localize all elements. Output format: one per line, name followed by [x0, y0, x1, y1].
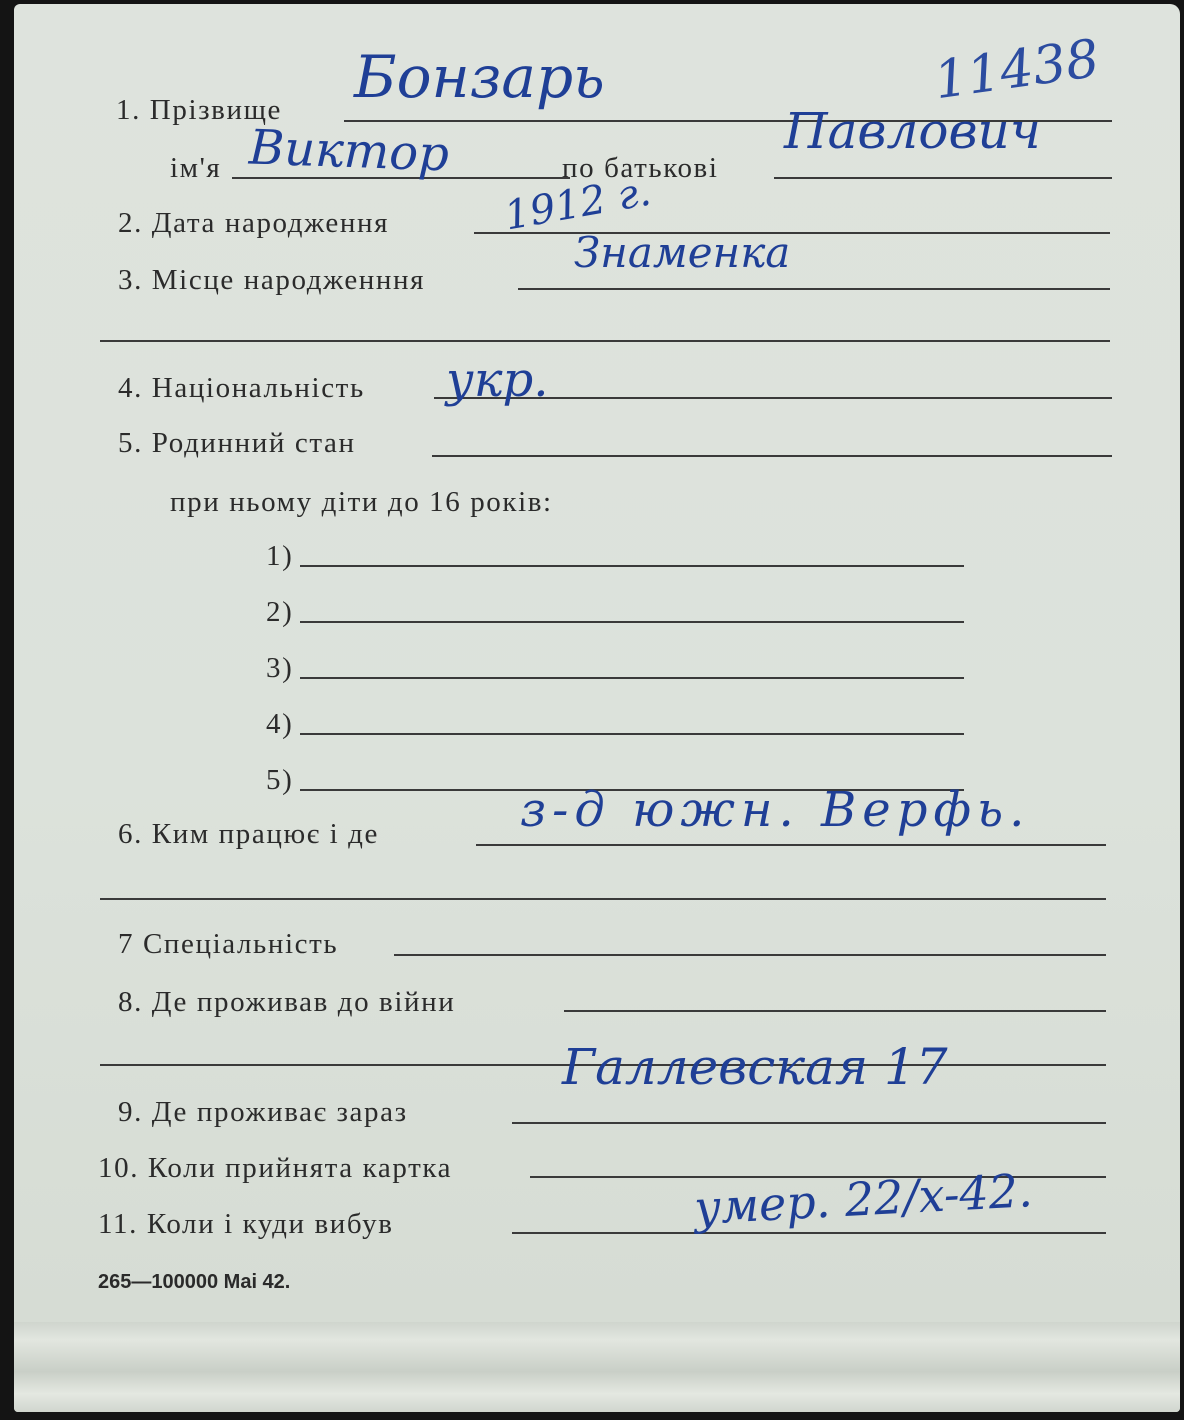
nationality-label: 4. Національність — [118, 372, 365, 404]
birth-place-line-2 — [100, 340, 1110, 342]
patronymic-label: по батькові — [562, 152, 719, 184]
current-line — [512, 1122, 1106, 1124]
marital-line — [432, 455, 1112, 457]
departed-label: 11. Коли і куди вибув — [98, 1208, 394, 1240]
specialty-line — [394, 954, 1106, 956]
patronymic-line — [774, 177, 1112, 179]
work-label: 6. Ким працює і де — [118, 818, 379, 850]
name-value: Виктор — [248, 119, 450, 183]
child-item-4: 4) — [266, 708, 294, 740]
surname-value: Бонзарь — [354, 43, 605, 111]
accepted-label: 10. Коли прийнята картка — [98, 1152, 453, 1184]
birth-place-line — [518, 288, 1110, 290]
departed-line — [512, 1232, 1106, 1234]
child-item-3: 3) — [266, 652, 294, 684]
children-label: при ньому діти до 16 років: — [170, 486, 553, 518]
page-curl — [14, 1322, 1180, 1412]
birth-place-value: Знаменка — [574, 228, 791, 277]
work-line — [476, 844, 1106, 846]
name-label: ім'я — [170, 152, 222, 184]
child-line-4 — [300, 733, 964, 735]
departed-value: умер. 22/x-42. — [692, 1163, 1034, 1235]
birth-place-label: 3. Місце народженння — [118, 264, 426, 296]
birth-date-label: 2. Дата народження — [118, 207, 390, 239]
work-line-2 — [100, 898, 1106, 900]
card-number: 11438 — [930, 28, 1103, 112]
birth-date-value: 1912 г. — [501, 168, 655, 240]
prewar-label: 8. Де проживав до війни — [118, 986, 456, 1018]
work-value: з-д южн. Верфь. — [520, 782, 1031, 838]
current-value: Галлевская 17 — [562, 1038, 948, 1096]
child-line-2 — [300, 621, 964, 623]
current-label: 9. Де проживає зараз — [118, 1096, 408, 1128]
surname-label: 1. Прізвище — [116, 94, 282, 126]
print-footer: 265—100000 Mai 42. — [98, 1271, 291, 1293]
registration-card — [14, 4, 1180, 1412]
child-line-3 — [300, 677, 964, 679]
child-item-5: 5) — [266, 764, 294, 796]
marital-label: 5. Родинний стан — [118, 427, 356, 459]
child-item-1: 1) — [266, 540, 294, 572]
patronymic-value: Павлович — [784, 102, 1041, 160]
prewar-line — [564, 1010, 1106, 1012]
child-item-2: 2) — [266, 596, 294, 628]
nationality-value: укр. — [446, 352, 549, 408]
birth-date-line — [474, 232, 1110, 234]
child-line-1 — [300, 565, 964, 567]
specialty-label: 7 Спеціальність — [118, 928, 339, 960]
